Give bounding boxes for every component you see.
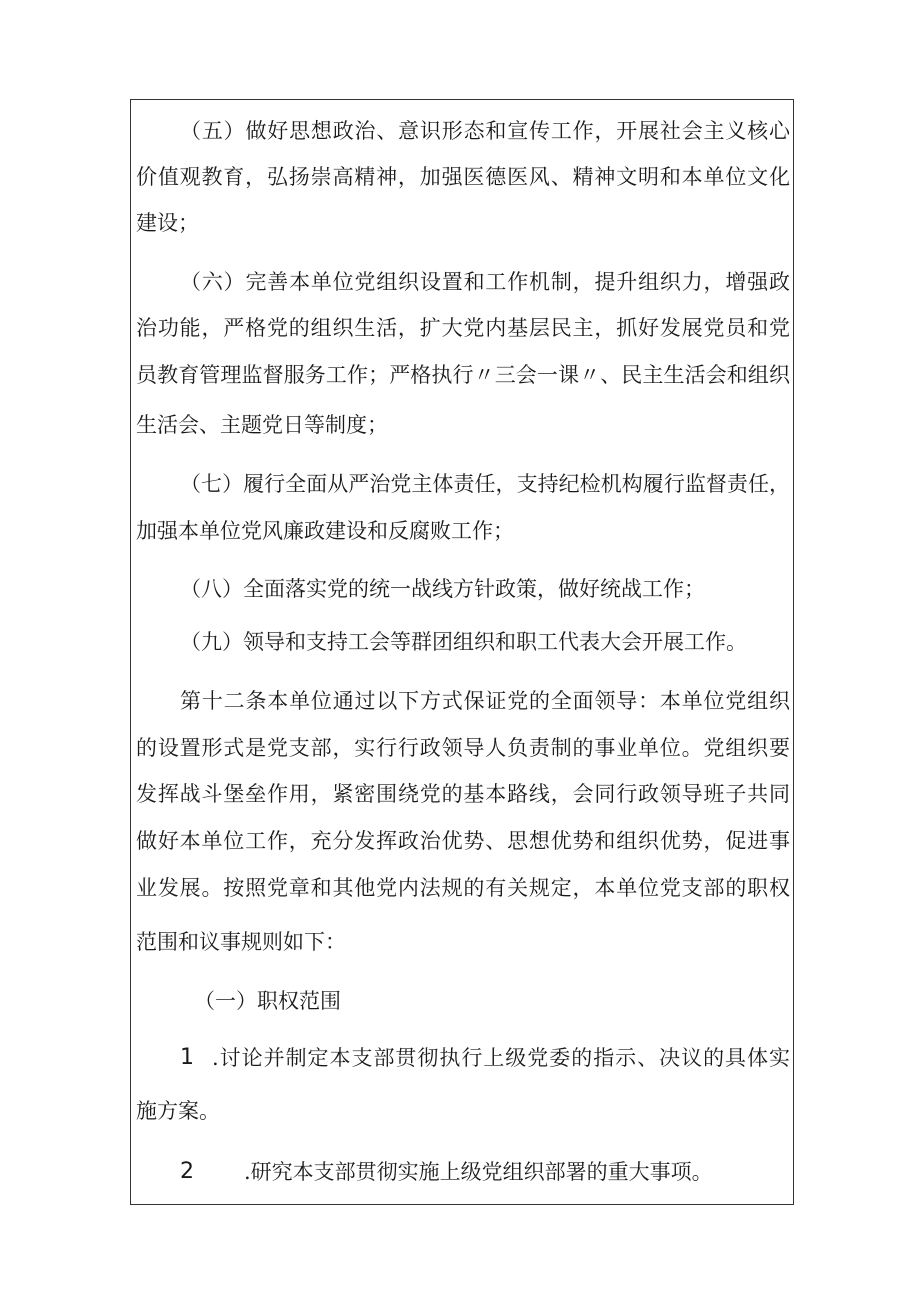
paragraph-5-line-1: （五）做好思想政治、意识形态和宣传工作，开展社会主义核心 — [180, 119, 790, 143]
paragraph-7-line-1: （七）履行全面从严治党主体责任，支持纪检机构履行监督责任， — [180, 472, 790, 496]
paragraph-6-line-1: （六）完善本单位党组织设置和工作机制，提升组织力，增强政 — [180, 270, 790, 294]
paragraph-5-line-3: 建设； — [136, 211, 199, 235]
paragraph-9: （九）领导和支持工会等群团组织和职工代表大会开展工作。 — [180, 630, 747, 654]
item-number-2: 2 — [180, 1159, 194, 1184]
article-12-line-2: 的设置形式是党支部，实行行政领导人负责制的事业单位。党组织要 — [136, 736, 790, 760]
article-12-line-3: 发挥战斗堡垒作用，紧密围绕党的基本路线，会同行政领导班子共同 — [136, 782, 790, 806]
paragraph-8: （八）全面落实党的统一战线方针政策，做好统战工作； — [180, 577, 705, 601]
item-number-1: 1 — [180, 1045, 194, 1070]
paragraph-6-line-4: 生活会、主题党日等制度； — [136, 413, 388, 437]
paragraph-6-line-3: 员教育管理监督服务工作；严格执行〃三会一课〃、民主生活会和组织 — [136, 363, 790, 387]
article-12-line-1: 第十二条本单位通过以下方式保证党的全面领导：本单位党组织 — [180, 689, 790, 713]
item-2-line-1: .研究本支部贯彻实施上级党组织部署的重大事项。 — [244, 1160, 713, 1184]
article-12-line-5: 业发展。按照党章和其他党内法规的有关规定，本单位党支部的职权 — [136, 876, 790, 900]
paragraph-7-line-2: 加强本单位党风廉政建设和反腐败工作； — [136, 519, 514, 543]
item-1-line-1: .讨论并制定本支部贯彻执行上级党委的指示、决议的具体实 — [212, 1046, 790, 1070]
paragraph-5-line-2: 价值观教育，弘扬崇高精神，加强医德医风、精神文明和本单位文化 — [136, 165, 790, 189]
article-12-line-6: 范围和议事规则如下： — [136, 930, 346, 954]
section-heading-powers: （一）职权范围 — [194, 989, 341, 1013]
paragraph-6-line-2: 治功能，严格党的组织生活，扩大党内基层民主，抓好发展党员和党 — [136, 316, 790, 340]
item-1-line-2: 施方案。 — [136, 1099, 220, 1123]
article-12-line-4: 做好本单位工作，充分发挥政治优势、思想优势和组织优势，促进事 — [136, 829, 790, 853]
